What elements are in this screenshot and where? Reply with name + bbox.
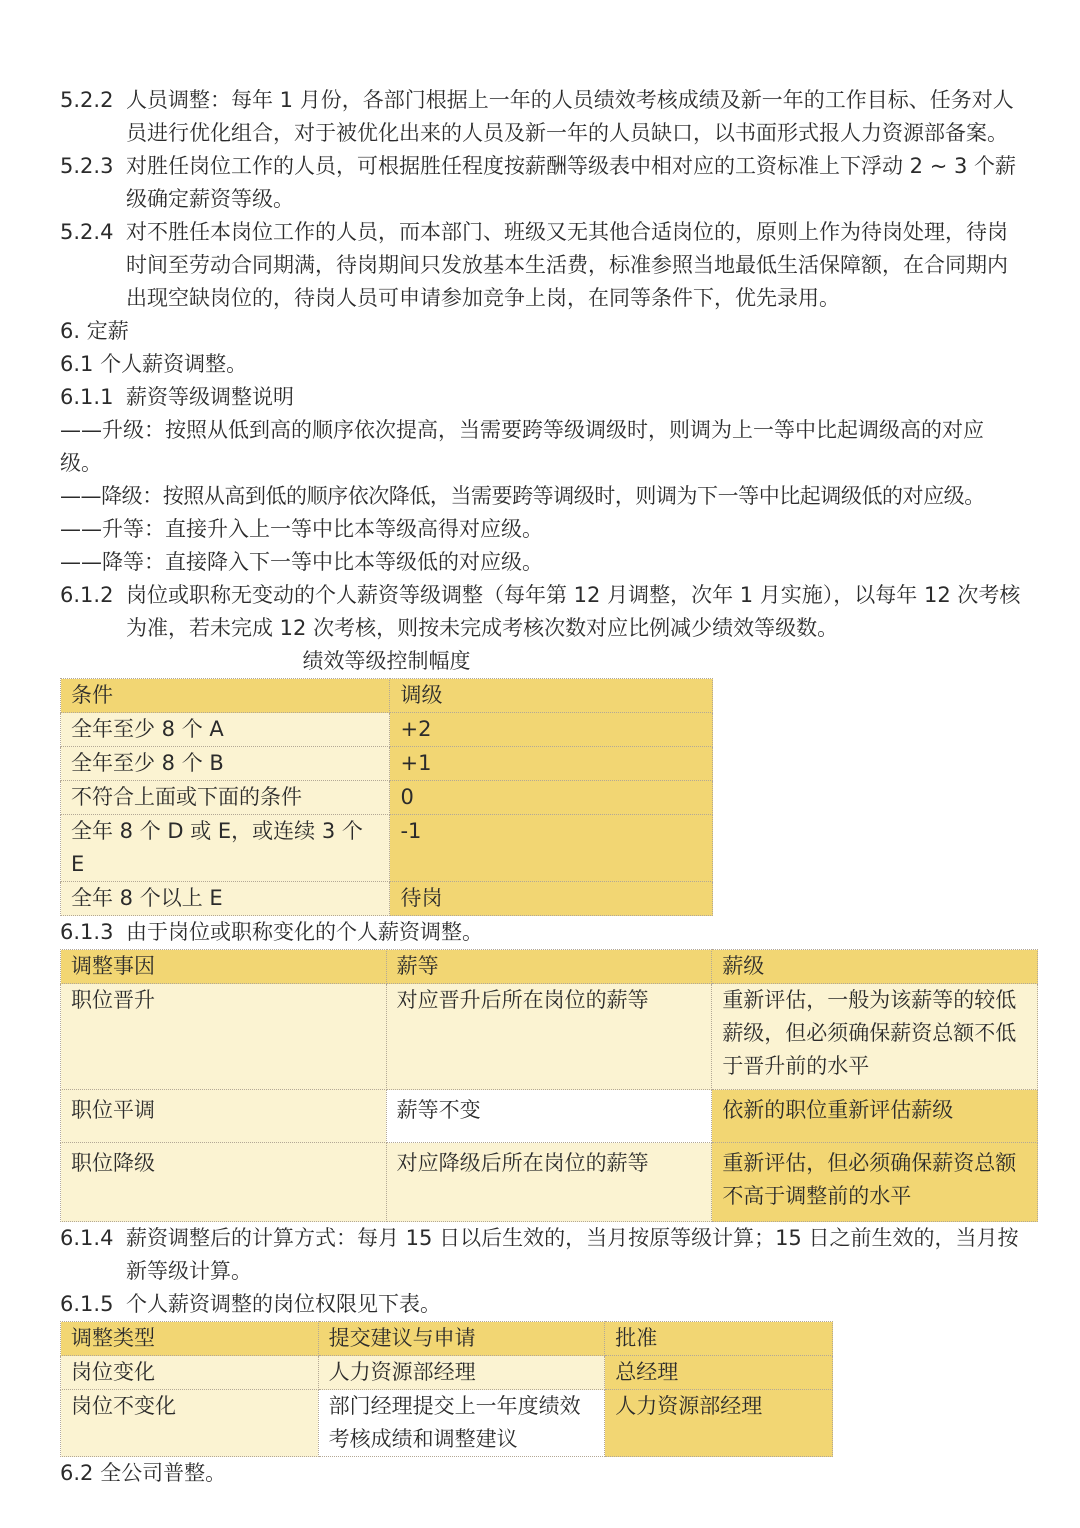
type-cell: 岗位不变化 bbox=[61, 1390, 319, 1457]
table-row bbox=[61, 1143, 1038, 1222]
approve-cell: 人力资源部经理 bbox=[605, 1390, 833, 1457]
section-heading-6-1: 6.1 个人薪资调整。 bbox=[60, 352, 248, 376]
header-cell: 批准 bbox=[605, 1322, 833, 1356]
clause-text: 对不胜任本岗位工作的人员，而本部门、班级又无其他合适岗位的，原则上作为待岗处理，待岗时间至劳动合同期满，待岗期间只发放基本生活费，标准参照当地最低生活保障额，在合同期内出现空缺岗位的，待岗人员可申请参加竞争上岗，在同等条件下，优先录用。 bbox=[126, 220, 1008, 310]
clause-5-2-4 bbox=[60, 216, 1022, 315]
reason-cell: 职位平调 bbox=[61, 1090, 387, 1143]
clause-number: 6.1.4 bbox=[60, 1226, 114, 1250]
authority-table bbox=[60, 1321, 833, 1457]
submit-cell: 部门经理提交上一年度绩效考核成绩和调整建议 bbox=[318, 1390, 605, 1457]
clause-6-1-1 bbox=[60, 381, 1022, 414]
header-cell: 薪级 bbox=[712, 950, 1038, 984]
clause-text: 个人薪资调整的岗位权限见下表。 bbox=[126, 1292, 441, 1316]
table-row bbox=[61, 1390, 833, 1457]
table-caption: 绩效等级控制幅度 bbox=[302, 649, 471, 673]
level-cell: 依新的职位重新评估薪级 bbox=[712, 1090, 1038, 1143]
table-row bbox=[61, 815, 713, 882]
table-row bbox=[61, 984, 1038, 1090]
condition-cell: 全年至少 8 个 B bbox=[61, 747, 390, 781]
clause-number: 5.2.3 bbox=[60, 154, 114, 178]
adjust-cell: +2 bbox=[390, 713, 713, 747]
header-cell: 调整类型 bbox=[61, 1322, 319, 1356]
clause-text: 人员调整：每年 1 月份，各部门根据上一年的人员绩效考核成绩及新一年的工作目标、任务对人员进行优化组合，对于被优化出来的人员及新一年的人员缺口，以书面形式报人力资源部备案。 bbox=[126, 88, 1014, 145]
section-heading-6: 6. 定薪 bbox=[60, 319, 129, 343]
clause-6-1-5 bbox=[60, 1288, 1022, 1321]
reason-cell: 职位晋升 bbox=[61, 984, 387, 1090]
adjust-cell: +1 bbox=[390, 747, 713, 781]
clause-number: 6.1.1 bbox=[60, 385, 114, 409]
table-header-row bbox=[61, 950, 1038, 984]
section-heading-6-2: 6.2 全公司普整。 bbox=[60, 1461, 227, 1485]
dash-line-rank-down: ——降等：直接降入下一等中比本等级低的对应级。 bbox=[60, 550, 543, 574]
grade-cell: 对应晋升后所在岗位的薪等 bbox=[386, 984, 712, 1090]
adjust-cell: 0 bbox=[390, 781, 713, 815]
clause-text: 岗位或职称无变动的个人薪资等级调整（每年第 12 月调整，次年 1 月实施），以每年 12 次考核为准，若未完成 12 次考核，则按未完成考核次数对应比例减少绩效等级数。 bbox=[126, 583, 1021, 640]
clause-text: 对胜任岗位工作的人员，可根据胜任程度按薪酬等级表中相对应的工资标准上下浮动 2 ~ 3 个薪级确定薪资等级。 bbox=[126, 154, 1017, 211]
reason-cell: 职位降级 bbox=[61, 1143, 387, 1222]
dash-line-rank-up: ——升等：直接升入上一等中比本等级高得对应级。 bbox=[60, 517, 543, 541]
condition-cell: 全年 8 个 D 或 E，或连续 3 个 E bbox=[61, 815, 390, 882]
header-cell: 条件 bbox=[61, 679, 390, 713]
clause-text: 薪资等级调整说明 bbox=[126, 385, 294, 409]
dash-line-upgrade: ——升级：按照从低到高的顺序依次提高，当需要跨等级调级时，则调为上一等中比起调级高的对应级。 bbox=[60, 418, 984, 475]
header-cell: 提交建议与申请 bbox=[318, 1322, 605, 1356]
dash-line-downgrade: ——降级：按照从高到低的顺序依次降低，当需要跨等调级时，则调为下一等中比起调级低的对应级。 bbox=[60, 484, 985, 508]
position-change-table bbox=[60, 949, 1038, 1222]
grade-cell: 对应降级后所在岗位的薪等 bbox=[386, 1143, 712, 1222]
header-cell: 调整事因 bbox=[61, 950, 387, 984]
table-row bbox=[61, 1090, 1038, 1143]
clause-number: 6.1.5 bbox=[60, 1292, 114, 1316]
header-cell: 调级 bbox=[390, 679, 713, 713]
clause-number: 5.2.4 bbox=[60, 220, 114, 244]
level-cell: 重新评估，一般为该薪等的较低薪级，但必须确保薪资总额不低于晋升前的水平 bbox=[712, 984, 1038, 1090]
clause-number: 6.1.3 bbox=[60, 920, 114, 944]
clause-6-1-3 bbox=[60, 916, 1022, 949]
level-cell: 重新评估，但必须确保薪资总额不高于调整前的水平 bbox=[712, 1143, 1038, 1222]
clause-5-2-2 bbox=[60, 84, 1022, 150]
table-row bbox=[61, 713, 713, 747]
submit-cell: 人力资源部经理 bbox=[318, 1356, 605, 1390]
approve-cell: 总经理 bbox=[605, 1356, 833, 1390]
grade-cell: 薪等不变 bbox=[386, 1090, 712, 1143]
clause-6-1-2 bbox=[60, 579, 1022, 645]
clause-text: 由于岗位或职称变化的个人薪资调整。 bbox=[126, 920, 483, 944]
performance-grade-table bbox=[60, 678, 713, 916]
table-row bbox=[61, 882, 713, 916]
type-cell: 岗位变化 bbox=[61, 1356, 319, 1390]
table-row bbox=[61, 747, 713, 781]
table-header-row bbox=[61, 1322, 833, 1356]
table-row bbox=[61, 781, 713, 815]
condition-cell: 全年至少 8 个 A bbox=[61, 713, 390, 747]
condition-cell: 不符合上面或下面的条件 bbox=[61, 781, 390, 815]
clause-number: 6.1.2 bbox=[60, 583, 114, 607]
adjust-cell: 待岗 bbox=[390, 882, 713, 916]
document-page bbox=[60, 84, 1022, 1490]
clause-text: 薪资调整后的计算方式：每月 15 日以后生效的，当月按原等级计算；15 日之前生效的，当月按新等级计算。 bbox=[126, 1226, 1019, 1283]
clause-number: 5.2.2 bbox=[60, 88, 114, 112]
table-row bbox=[61, 1356, 833, 1390]
table-header-row bbox=[61, 679, 713, 713]
adjust-cell: -1 bbox=[390, 815, 713, 882]
clause-6-1-4 bbox=[60, 1222, 1022, 1288]
clause-5-2-3 bbox=[60, 150, 1022, 216]
condition-cell: 全年 8 个以上 E bbox=[61, 882, 390, 916]
header-cell: 薪等 bbox=[386, 950, 712, 984]
